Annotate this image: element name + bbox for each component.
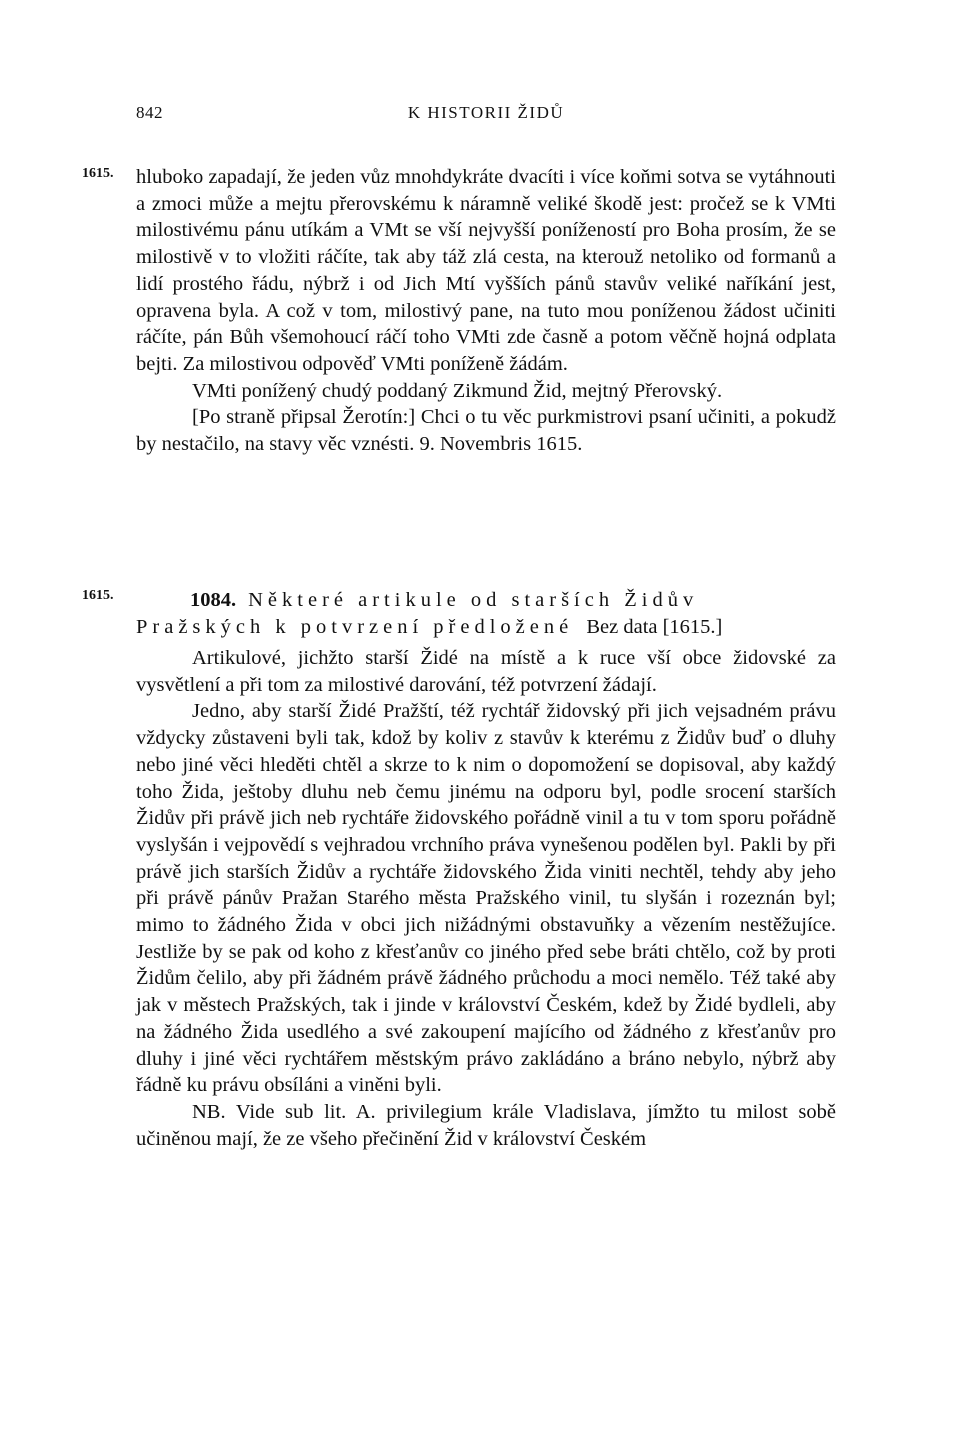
marginal-note: [Po straně připsal Žerotín:] Chci o tu věc purkmistrovi psaní učiniti, a pokudž by nestačilo, na stavy věc vznésti. 9. Novembris 1615. [136,406,836,456]
signature-line: VMti ponížený chudý poddaný Zikmund Žid, mejtný Přerovský. [192,379,723,402]
document-heading [136,587,836,640]
letter-block [136,164,836,458]
document-title: Některé artikule od starších Židův Pražských k potvrzení předložené [136,589,699,638]
document-date: Bez data [1615.] [586,615,723,638]
running-title: K HISTORII ŽIDŮ [407,103,565,122]
margin-year-top: 1615. [82,166,114,181]
document-paragraph: NB. Vide sub lit. A. privilegium krále Vladislava, jímžto tu milost sobě učiněnou mají, že ze všeho přečinění Žid v království Českém [136,1100,836,1150]
running-head [136,103,836,127]
letter-paragraph: hluboko zapadají, že jeden vůz mnohdykráte dvacíti i více koňmi sotva se vytáhnouti a zmoci může a mejtu přerovskému k náramně veliké škodě jest: pročež se k VMti milostivému pánu utíkám a VMt se vší nejvyšší ponížeností pro Boha prosím, že se milostivě v to vložiti ráčíte, tak aby táž zlá cesta, na kterouž netoliko od formanů a lidí prostého řádu, nýbrž i od Jich Mtí vyšších pánů stavův veliké naříkání jest, opravena byla. A což v tom, milostivý pane, na tuto mou poníženou žádost učiniti ráčíte, pán Bůh všemohoucí ráčí toho VMti zde časně a potom věčně hojná odplata bejti. Za milostivou odpověď VMti poníženě žádám. [136,166,836,375]
document-body [136,645,836,1152]
document-paragraph: Jedno, aby starší Židé Pražští, též rychtář židovský při jich vejsadném právu vždycky zůstaveni byli tak, kdož by koliv z stavův k kterému z Židův buď o dluhy nebo jiné věci hleděti chtěl a skrze to k nim o dopomožení se dopisoval, aby každý toho Žida, ještoby dluhu neb čemu jinému na odporu byl, podle srocení starších Židův při právě jich neb rychtáře židovského pořádně vinil a tu v tom sporu pořádně vyslyšán i vejpovědí s vejhradou vrchního práva vynešenou podělen byl. Pakli by při právě jich starších Židův a rychtáře židovského Žida viniti nechtěl, tehdy aby jeho při právě pánův Pražan Starého města Pražského vinil, tu slyšán i rozeznán byl; mimo to žádného Žida v obci jich nižádnými obstavuňky a vězením nestěžujíce. Jestliže by se pak od koho z křesťanův co jiného před sebe bráti chtělo, což by proti Židům čelilo, aby při žádném právě žádného průchodu a moci nemělo. Též také aby jak v městech Pražských, tak i jinde v království Českém, kdež by Židé bydleli, aby na žádného Žida usedlého a své zakoupení majícího od žádného z křesťanův pro dluhy i jiné věci rychtářem městským právo zakládáno a bráno nebylo, nýbrž aby řádně ku právu obsíláni a viněni byli. [136,700,836,1097]
document-paragraph: Artikulové, jichžto starší Židé na místě a k ruce vší obce židovské za vysvětlení a při tom za milostivé darování, též potvrzení žádají. [136,647,836,696]
page-number: 842 [136,103,163,122]
document-number: 1084. [190,589,237,611]
margin-year-document: 1615. [82,588,114,603]
